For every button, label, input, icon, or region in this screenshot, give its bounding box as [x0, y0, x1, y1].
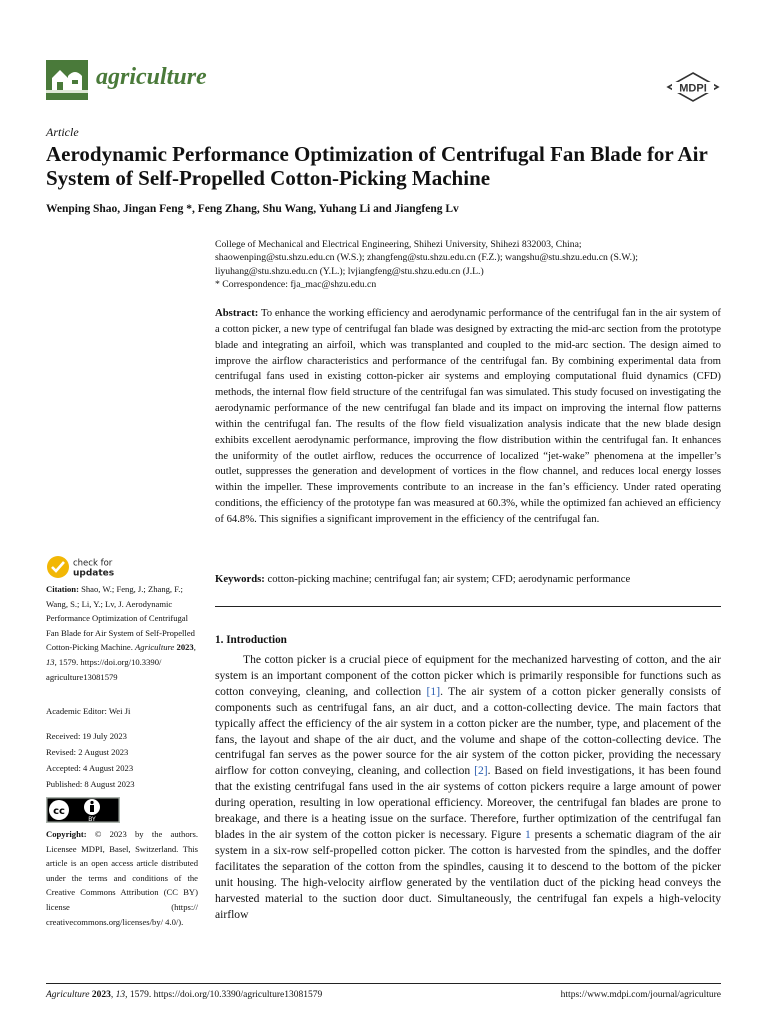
citation-text: Shao, W.; Feng, J.; Zhang, F.; Wang, S.; Li, Y.; Lv, J. Aerodynamic Performance Optimization of Centrifugal Fan Blade for Air System of Self-Propelled Cotton-Picking Machine.	[46, 584, 195, 653]
keywords-label: Keywords:	[215, 573, 265, 585]
abstract-label: Abstract:	[215, 307, 259, 319]
copyright-notice	[46, 827, 198, 929]
cc-by-license-icon[interactable]	[46, 797, 120, 823]
footer-journal-url[interactable]: https://www.mdpi.com/journal/agriculture	[560, 990, 721, 1000]
citation-doi[interactable]: , 1579. https://doi.org/10.3390/ agriculture13081579	[46, 656, 162, 682]
check-updates-line2: updates	[73, 568, 115, 579]
journal-name: agriculture	[96, 64, 207, 90]
footer-journal: Agriculture	[46, 990, 90, 1000]
section-heading-introduction: 1. Introduction	[215, 634, 287, 646]
body-text-run: . The air system of a cotton picker generally consists of components such as centrifugal fans, an air duct, and a cotton-collecting device. The main factors that typically affect the efficiency of the air system in a cotton picker are the number, type, and placement of the fans, the layout and shape of the air duct, and the volume and shape of the cotton-collecting device. The centrifugal fan serves as the power source for the air system of the cotton picker, providing the necessary airflow for cotton conveying, cleaning, and collection	[215, 684, 721, 778]
affiliation-line: shaowenping@stu.shzu.edu.cn (W.S.); zhangfeng@stu.shzu.edu.cn (F.Z.); wangshu@stu.shzu.edu.cn (S.W.);	[215, 252, 638, 264]
check-for-updates-button[interactable]	[46, 555, 128, 579]
footer-year: 2023	[91, 990, 111, 1000]
keywords	[215, 573, 721, 585]
footer-doi[interactable]: , 1579. https://doi.org/10.3390/agriculture13081579	[125, 990, 323, 1000]
citation: Citation: Shao, W.; Feng, J.; Zhang, F.; Wang, S.; Li, Y.; Lv, J. Aerodynamic Performance Optimization of Centrifugal Fan Blade for Air System of Self-Propelled Cotton-Picking Machine. Agriculture 2023, 13, 1579. https://doi.org/10.3390/ agriculture13081579	[46, 584, 196, 682]
introduction-paragraph	[215, 652, 721, 922]
abstract	[215, 306, 721, 528]
article-type: Article	[46, 125, 79, 139]
footer-volume: 13	[115, 990, 126, 1000]
introduction-body	[215, 652, 721, 922]
mdpi-logo-text: MDPI	[679, 82, 707, 95]
figure-link[interactable]: 1	[524, 827, 531, 841]
date-published: Published: 8 August 2023	[46, 779, 135, 789]
footer-divider	[46, 983, 721, 984]
citation-journal: Agriculture	[135, 642, 175, 653]
affiliation-block	[215, 238, 725, 291]
author-list: Wenping Shao, Jingan Feng *, Feng Zhang, Shu Wang, Yuhang Li and Jiangfeng Lv	[46, 203, 459, 215]
section-divider	[215, 606, 721, 607]
mdpi-logo	[666, 72, 720, 102]
citation-label: Citation:	[46, 584, 79, 594]
body-text-run: The cotton picker is a crucial piece of equipment for the mechanized harvesting of cotton, and the air system is an important component of the cotton picker which is primarily responsible for functions such as cotton conveying, cleaning, and collection	[215, 653, 721, 698]
keywords-text: cotton-picking machine; centrifugal fan; air system; CFD; aerodynamic performance	[267, 573, 631, 585]
abstract-text: To enhance the working efficiency and aerodynamic performance of the centrifugal fan in the air system of a cotton picker, a new type of centrifugal fan blade was designed by extracting the mid-arc section from the prototype blade and integrating an airfoil, which was transplanted and coupled to the mid-arc section. The design aimed to improve the airflow characteristics and performance of the centrifugal fan. By combining experimental data from centrifugal fans used in existing cotton-picker air systems and employing computational fluid dynamics (CFD) methods, the internal flow field structure of the centrifugal fan was simulated. This study focused on investigating the aerodynamic performance of the new centrifugal fan blade and its impact on improving the internal flow patterns within the centrifugal fan. The results of the flow field visualization analysis indicate that the new blade design exhibits excellent aerodynamic performance, improving the flow distribution within the centrifugal fan. It enhances the uniformity of the outlet airflow, reduces the occurrence of localized “jet-wake” phenomena at the impeller’s outlet, suppresses the generation and development of vortices in the flow channel, and reduces local energy losses within the impeller. These improvements contribute to an increase in the fan’s efficiency. Under rated operating conditions, the efficiency of the prototype fan was measured at 60.3%, while the optimized fan achieved an efficiency of 64.8%. This signifies a significant improvement in the efficiency of the centrifugal fan.	[215, 307, 721, 525]
by-icon-label: BY	[88, 816, 96, 823]
footer-citation: Agriculture 2023, 13, 1579. https://doi.org/10.3390/agriculture13081579	[46, 990, 323, 1000]
correspondence-line: * Correspondence: fja_mac@shzu.edu.cn	[215, 278, 377, 290]
affiliation-line: College of Mechanical and Electrical Engineering, Shihezi University, Shihezi 832003, China;	[215, 239, 582, 250]
body-text-run: presents a schematic diagram of the air system in a six-row self-propelled cotton picker. The cotton is harvested from the spindles, and the doffer facilitates the separation of the cotton from the spindles, causing it to descend to the bottom of the picker unit housing. The high-velocity airflow generated by the ventilation duct of the picking head conveys the harvested material to the suction door duct. Simultaneously, the centrifugal fan expels a high-velocity airflow	[215, 827, 721, 921]
dates	[46, 728, 135, 792]
copyright-label: Copyright:	[46, 829, 87, 839]
copyright-text: © 2023 by the authors. Licensee MDPI, Basel, Switzerland. This article is an open access article distributed under the terms and conditions of the Creative Commons Attribution (CC BY) license (https:// creativecommons.org/licenses/by/ 4.0/).	[46, 829, 198, 927]
date-revised: Revised: 2 August 2023	[46, 747, 129, 757]
citation-year: 2023	[176, 642, 194, 653]
academic-editor: Academic Editor: Wei Ji	[46, 706, 131, 716]
date-received: Received: 19 July 2023	[46, 731, 127, 741]
citation-volume: 13	[46, 656, 55, 667]
reference-link[interactable]: [1]	[426, 684, 441, 698]
reference-link[interactable]: [2]	[474, 764, 488, 778]
check-updates-line1: check for	[73, 558, 113, 569]
body-text-run: . Based on field investigations, it has been found that the existing centrifugal fans used in the air systems of cotton pickers require a large amount of power during operation, resulting in low operational efficiency. Moreover, the centrifugal fan blades are prone to breakage, and there is a heating issue on the surface. Therefore, further optimization of the centrifugal fan blades in the air system of the cotton picker is necessary. Figure	[215, 764, 721, 841]
journal-logo	[46, 60, 88, 100]
date-accepted: Accepted: 4 August 2023	[46, 763, 134, 773]
article-title: Aerodynamic Performance Optimization of Centrifugal Fan Blade for Air System of Self-Propelled Cotton-Picking Machine	[46, 142, 708, 190]
cc-icon-label: cc	[53, 806, 65, 817]
affiliation-line: liyuhang@stu.shzu.edu.cn (Y.L.); lvjiangfeng@stu.shzu.edu.cn (J.L.)	[215, 265, 484, 277]
